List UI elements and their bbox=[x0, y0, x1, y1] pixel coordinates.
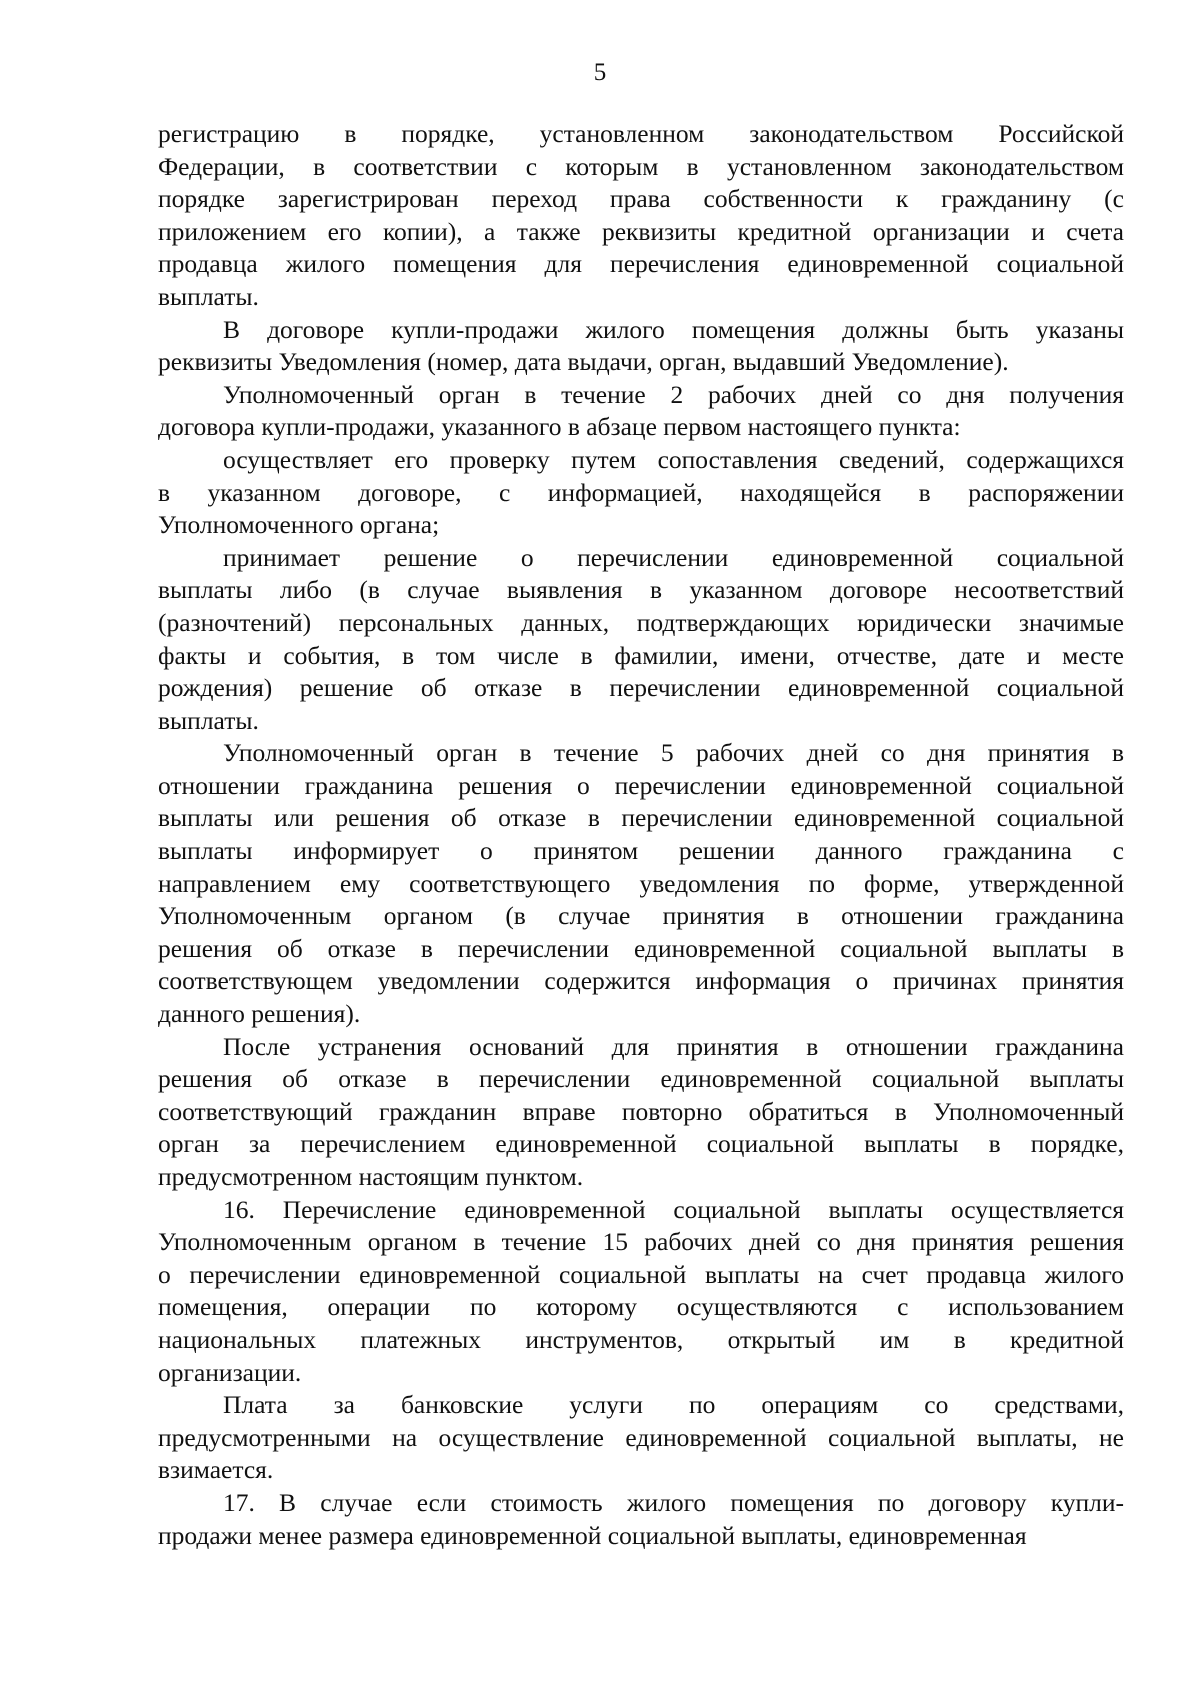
text-line: Уполномоченный орган в течение 5 рабочих дней со дня принятия в bbox=[223, 738, 1124, 768]
text-line: выплаты или решения об отказе в перечислении единовременной социальной bbox=[158, 803, 1124, 833]
text-line: орган за перечислением единовременной социальной выплаты в порядке, bbox=[158, 1129, 1124, 1159]
text-line: соответствующий гражданин вправе повторно обратиться в Уполномоченный bbox=[158, 1096, 1124, 1126]
paragraph bbox=[158, 379, 1124, 444]
paragraph bbox=[158, 314, 1124, 379]
text-line: принимает решение о перечислении единовременной социальной bbox=[223, 542, 1124, 572]
text-line: Уполномоченным органом (в случае принятия в отношении гражданина bbox=[158, 901, 1124, 931]
text-line: направлением ему соответствующего уведомления по форме, утвержденной bbox=[158, 868, 1124, 898]
text-line: взимается. bbox=[158, 1455, 274, 1485]
text-line: данного решения). bbox=[158, 999, 361, 1029]
text-line: регистрацию в порядке, установленном законодательством Российской bbox=[158, 119, 1124, 148]
text-line: выплаты. bbox=[158, 705, 259, 735]
text-line: выплаты информирует о принятом решении данного гражданина с bbox=[158, 836, 1124, 866]
paragraph bbox=[158, 542, 1124, 738]
text-line: Уполномоченным органом в течение 15 рабочих дней со дня принятия решения bbox=[158, 1227, 1124, 1257]
text-line: соответствующем уведомлении содержится информация о причинах принятия bbox=[158, 966, 1124, 996]
text-line: рождения) решение об отказе в перечислении единовременной социальной bbox=[158, 673, 1124, 703]
text-line: национальных платежных инструментов, открытый им в кредитной bbox=[158, 1324, 1124, 1354]
text-line: организации. bbox=[158, 1357, 302, 1387]
text-line: Плата за банковские услуги по операциям со средствами, bbox=[223, 1390, 1124, 1420]
text-line: о перечислении единовременной социальной выплаты на счет продавца жилого bbox=[158, 1259, 1124, 1289]
document-body bbox=[158, 118, 1124, 1552]
text-line: осуществляет его проверку путем сопоставления сведений, содержащихся bbox=[223, 444, 1124, 474]
text-line: решения об отказе в перечислении единовременной социальной выплаты bbox=[158, 1064, 1124, 1094]
text-line: в указанном договоре, с информацией, находящейся в распоряжении bbox=[158, 477, 1124, 507]
text-line: продажи менее размера единовременной социальной выплаты, единовременная bbox=[158, 1520, 1027, 1550]
text-line: факты и события, в том числе в фамилии, имени, отчестве, дате и месте bbox=[158, 640, 1124, 670]
text-line: Уполномоченный орган в течение 2 рабочих дней со дня получения bbox=[223, 379, 1124, 409]
text-line: решения об отказе в перечислении единовременной социальной выплаты в bbox=[158, 933, 1124, 963]
text-line: продавца жилого помещения для перечисления единовременной социальной bbox=[158, 249, 1124, 279]
paragraph bbox=[158, 1389, 1124, 1487]
page-number: 5 bbox=[593, 59, 607, 86]
text-line: Уполномоченного органа; bbox=[158, 510, 440, 540]
text-line: выплаты. bbox=[158, 281, 259, 311]
text-line: выплаты либо (в случае выявления в указанном договоре несоответствий bbox=[158, 575, 1124, 605]
paragraph bbox=[158, 118, 1124, 314]
text-line: После устранения оснований для принятия в отношении гражданина bbox=[223, 1031, 1124, 1061]
text-line: приложением его копии), а также реквизиты кредитной организации и счета bbox=[158, 216, 1124, 246]
text-line: Федерации, в соответствии с которым в установленном законодательством bbox=[158, 151, 1124, 181]
text-line: (разночтений) персональных данных, подтверждающих юридически значимые bbox=[158, 607, 1124, 637]
text-line: порядке зарегистрирован переход права собственности к гражданину (с bbox=[158, 184, 1124, 214]
text-line: 17. В случае если стоимость жилого помещения по договору купли- bbox=[223, 1487, 1124, 1517]
text-line: предусмотренными на осуществление единовременной социальной выплаты, не bbox=[158, 1422, 1124, 1452]
paragraph bbox=[158, 1194, 1124, 1390]
paragraph bbox=[158, 444, 1124, 542]
text-line: помещения, операции по которому осуществляются с использованием bbox=[158, 1292, 1124, 1322]
text-line: 16. Перечисление единовременной социальной выплаты осуществляется bbox=[223, 1194, 1124, 1224]
text-line: В договоре купли-продажи жилого помещения должны быть указаны bbox=[223, 314, 1124, 344]
text-line: договора купли-продажи, указанного в абзаце первом настоящего пункта: bbox=[158, 412, 961, 442]
paragraph bbox=[158, 1031, 1124, 1194]
paragraph bbox=[158, 737, 1124, 1030]
text-line: предусмотренном настоящим пунктом. bbox=[158, 1162, 584, 1191]
text-line: реквизиты Уведомления (номер, дата выдачи, орган, выдавший Уведомление). bbox=[158, 347, 1009, 377]
text-line: отношении гражданина решения о перечислении единовременной социальной bbox=[158, 770, 1124, 800]
paragraph bbox=[158, 1487, 1124, 1552]
